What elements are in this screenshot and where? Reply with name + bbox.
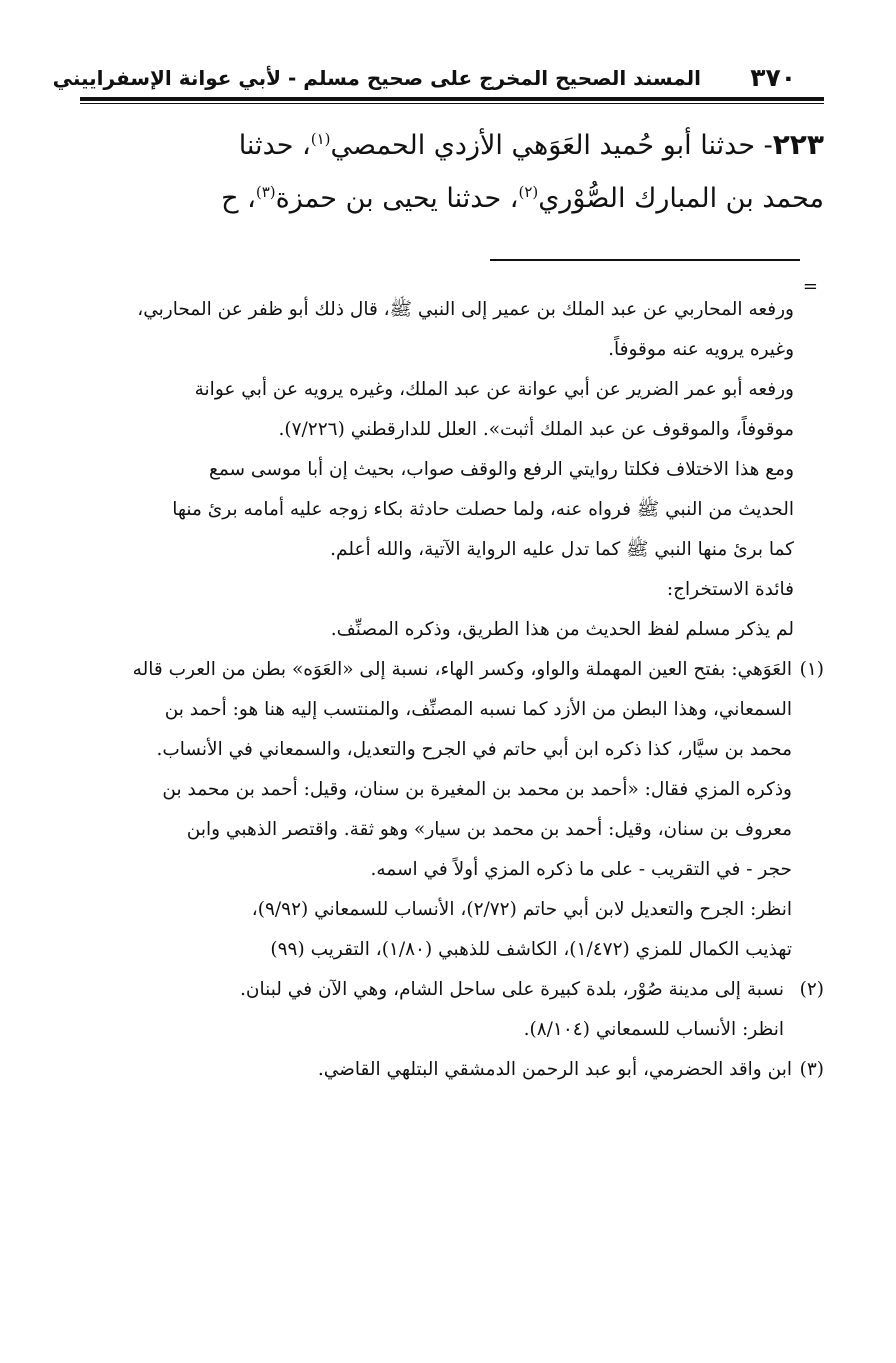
footnote-2-body [78,970,784,1050]
footnote-1-line: وذكره المزي فقال: «أحمد بن محمد بن المغيرة بن سنان، وقيل: أحمد بن محمد بن [162,779,792,800]
footnote-2-line: نسبة إلى مدينة صُوْر، بلدة كبيرة على ساحل الشام، وهي الآن في لبنان. [240,979,784,1000]
hadith-line-2-text: محمد بن المبارك الصُّوْري [538,183,824,214]
running-title: المسند الصحيح المخرج على صحيح مسلم - لأبي عوانة الإسفراييني [52,66,701,90]
footnote-1-number: (١) [799,659,824,680]
footnote-1-line: حجر - في التقريب - على ما ذكره المزي أولاً في اسمه. [370,859,792,880]
hadith-line-1 [78,118,824,172]
carry-line: الحديث من النبي ﷺ فرواه عنه، ولما حصلت حادثة بكاء زوجه عليه أمامه برئ منها [172,499,794,520]
carry-line: ورفعه أبو عمر الضرير عن أبي عوانة عن عبد الملك، وغيره يرويه عن أبي عوانة [194,379,794,400]
carry-line: وغيره يرويه عنه موقوفاً. [608,339,794,360]
footnote-separator [490,259,800,261]
footnote-2-line: انظر: الأنساب للسمعاني (٨/١٠٤). [523,1019,784,1040]
hadith-number: ٢٢٣ [772,128,824,161]
hadith-line-1-end: ، حدثنا [238,130,311,161]
footnote-1-line: تهذيب الكمال للمزي (١/٤٧٢)، الكاشف للذهبي (١/٨٠)، التقريب (٩٩) [270,939,792,960]
carry-line: ومع هذا الاختلاف فكلتا روايتي الرفع والوقف صواب، بحيث إن أبا موسى سمع [209,459,794,480]
hadith-text [78,118,824,225]
footnote-1-line: السمعاني، وهذا البطن من الأزد كما نسبه المصنِّف، والمنتسب إليه هنا هو: أحمد بن [164,699,792,720]
hadith-line-2-mid: ، حدثنا يحيى بن حمزة [275,183,519,214]
footnote-1-body [78,650,792,970]
carry-line: فائدة الاستخراج: [666,579,794,600]
carry-line: لم يذكر مسلم لفظ الحديث من هذا الطريق، وذكره المصنِّف. [330,619,794,640]
footnote-1 [78,650,824,970]
footnote-ref-2[interactable]: (٢) [518,183,539,201]
page-number: ٣٧٠ [750,63,796,92]
footnote-1-line: محمد بن سيَّار، كذا ذكره ابن أبي حاتم في الجرح والتعديل، والسمعاني في الأنساب. [156,739,792,760]
footnote-1-line: معروف بن سنان، وقيل: أحمد بن محمد بن سيار» وهو ثقة. واقتصر الذهبي وابن [186,819,792,840]
footnotes [78,290,824,1090]
footnote-3 [78,1050,824,1090]
header-rule-thin [80,103,824,104]
continuation-mark: = [802,276,818,297]
hadith-line-2 [78,172,824,225]
footnote-1-line: انظر: الجرح والتعديل لابن أبي حاتم (٢/٧٢)، الأنساب للسمعاني (٩/٩٢)، [251,899,792,920]
carry-line: موقوفاً، والموقوف عن عبد الملك أثبت». العلل للدارقطني (٧/٢٢٦). [278,419,794,440]
carry-line: ورفعه المحاربي عن عبد الملك بن عمير إلى النبي ﷺ، قال ذلك أبو ظفر عن المحاربي، [137,299,794,320]
footnote-ref-1[interactable]: (١) [310,130,331,148]
footnote-3-body [78,1050,792,1090]
footnote-ref-3[interactable]: (٣) [255,183,276,201]
hadith-line-2-end: ، ح [221,183,256,214]
page-header [52,62,796,96]
hadith-line-1-text: - حدثنا أبو حُميد العَوَهي الأزدي الحمصي [330,130,773,161]
header-rule-thick [80,97,824,101]
footnote-2 [78,970,824,1050]
carry-line: كما برئ منها النبي ﷺ كما تدل عليه الرواية الآتية، والله أعلم. [330,539,794,560]
footnote-3-line: ابن واقد الحضرمي، أبو عبد الرحمن الدمشقي البتلهي القاضي. [317,1059,792,1080]
footnote-3-number: (٣) [799,1059,824,1080]
footnote-2-number: (٢) [799,979,824,1000]
footnote-1-line: العَوَهي: بفتح العين المهملة والواو، وكسر الهاء، نسبة إلى «العَوَه» بطن من العرب قاله [132,659,792,680]
